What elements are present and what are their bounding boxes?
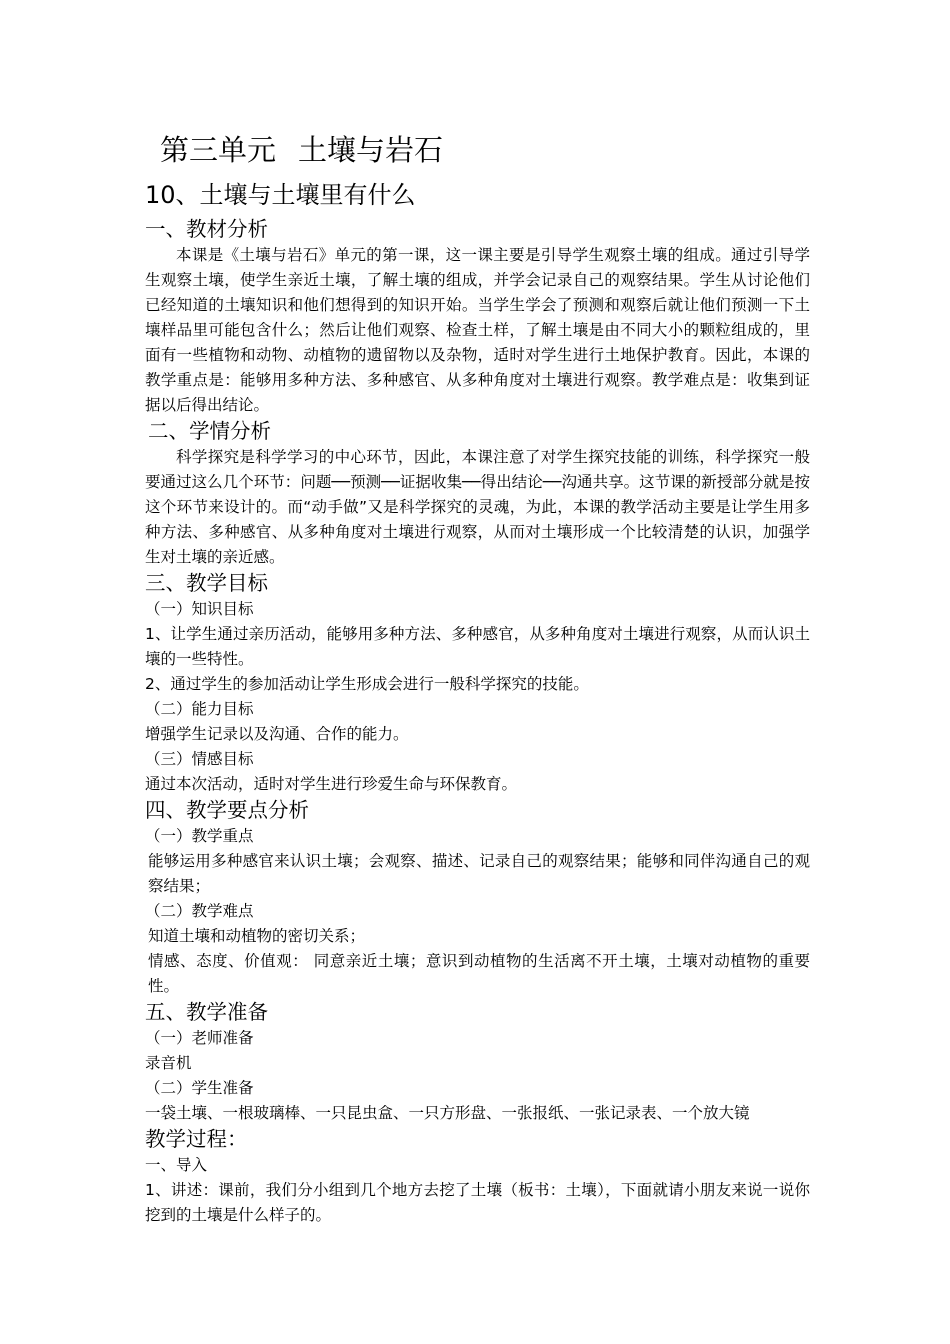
section-textbook-analysis-heading: 一、教材分析 <box>145 217 268 241</box>
document-body <box>145 128 810 1228</box>
teaching-process-heading: 教学过程： <box>145 1127 248 1151</box>
knowledge-goal-label: （一）知识目标 <box>145 600 254 618</box>
teacher-prep-text: 录音机 <box>145 1054 192 1072</box>
section-student-analysis-heading: 二、学情分析 <box>148 419 271 443</box>
emotion-goal-label: （三）情感目标 <box>145 750 254 768</box>
student-prep-text: 一袋土壤、一根玻璃棒、一只昆虫盒、一只方形盘、一张报纸、一张记录表、一个放大镜 <box>145 1104 750 1122</box>
key-point-label: （一）教学重点 <box>145 827 254 845</box>
difficulty-text-1: 知道土壤和动植物的密切关系； <box>148 927 366 945</box>
unit-title <box>160 128 810 172</box>
emotion-goal-text: 通过本次活动，适时对学生进行珍爱生命与环保教育。 <box>145 775 518 793</box>
student-prep-label: （二）学生准备 <box>145 1079 254 1097</box>
knowledge-goal-item-2: 2、通过学生的参加活动让学生形成会进行一般科学探究的技能。 <box>145 675 589 693</box>
textbook-analysis-paragraph: 本课是《土壤与岩石》单元的第一课，这一课主要是引导学生观察土壤的组成。通过引导学生观察土壤，使学生亲近土壤，了解土壤的组成，并学会记录自己的观察结果。学生从讨论他们已经知道的土壤知识和他们想得到的知识开始。当学生学会了预测和观察后就让他们预测一下土壤样品里可能包含什么；然后让他们观察、检查土样，了解土壤是由不同大小的颗粒组成的，里面有一些植物和动物、动植物的遗留物以及杂物，适时对学生进行土地保护教育。因此，本课的教学重点是：能够用多种方法、多种感官、从多种角度对土壤进行观察。教学难点是：收集到证据以后得出结论。 <box>145 246 810 414</box>
difficulty-label: （二）教学难点 <box>145 902 254 920</box>
section-preparation-heading: 五、教学准备 <box>145 1000 268 1024</box>
teacher-prep-label: （一）老师准备 <box>145 1029 254 1047</box>
ability-goal-text: 增强学生记录以及沟通、合作的能力。 <box>145 725 409 743</box>
key-point-text: 能够运用多种感官来认识土壤；会观察、描述、记录自己的观察结果；能够和同伴沟通自己的观察结果； <box>148 852 810 895</box>
intro-text: 1、讲述：课前，我们分小组到几个地方去挖了土壤（板书：土壤），下面就请小朋友来说一说你挖到的土壤是什么样子的。 <box>145 1181 810 1224</box>
unit-label: 第三单元 <box>160 133 277 167</box>
unit-name: 土壤与岩石 <box>298 133 444 167</box>
section-key-points-heading: 四、教学要点分析 <box>145 798 309 822</box>
difficulty-text-2: 情感、态度、价值观： 同意亲近土壤；意识到动植物的生活离不开土壤，土壤对动植物的重要性。 <box>148 952 810 995</box>
knowledge-goal-item-1: 1、让学生通过亲历活动，能够用多种方法、多种感官，从多种角度对土壤进行观察，从而认识土壤的一些特性。 <box>145 625 810 668</box>
section-teaching-goals-heading: 三、教学目标 <box>145 571 268 595</box>
ability-goal-label: （二）能力目标 <box>145 700 254 718</box>
student-analysis-paragraph: 科学探究是科学学习的中心环节，因此，本课注意了对学生探究技能的训练，科学探究一般要通过这么几个环节：问题──预测──证据收集──得出结论──沟通共享。这节课的新授部分就是按这个环节来设计的。而“动手做”又是科学探究的灵魂，为此，本课的教学活动主要是让学生用多种方法、多种感官、从多种角度对土壤进行观察，从而对土壤形成一个比较清楚的认识，加强学生对土壤的亲近感。 <box>145 448 810 566</box>
intro-label: 一、导入 <box>145 1156 208 1174</box>
lesson-title: 10、土壤与土壤里有什么 <box>145 181 416 209</box>
